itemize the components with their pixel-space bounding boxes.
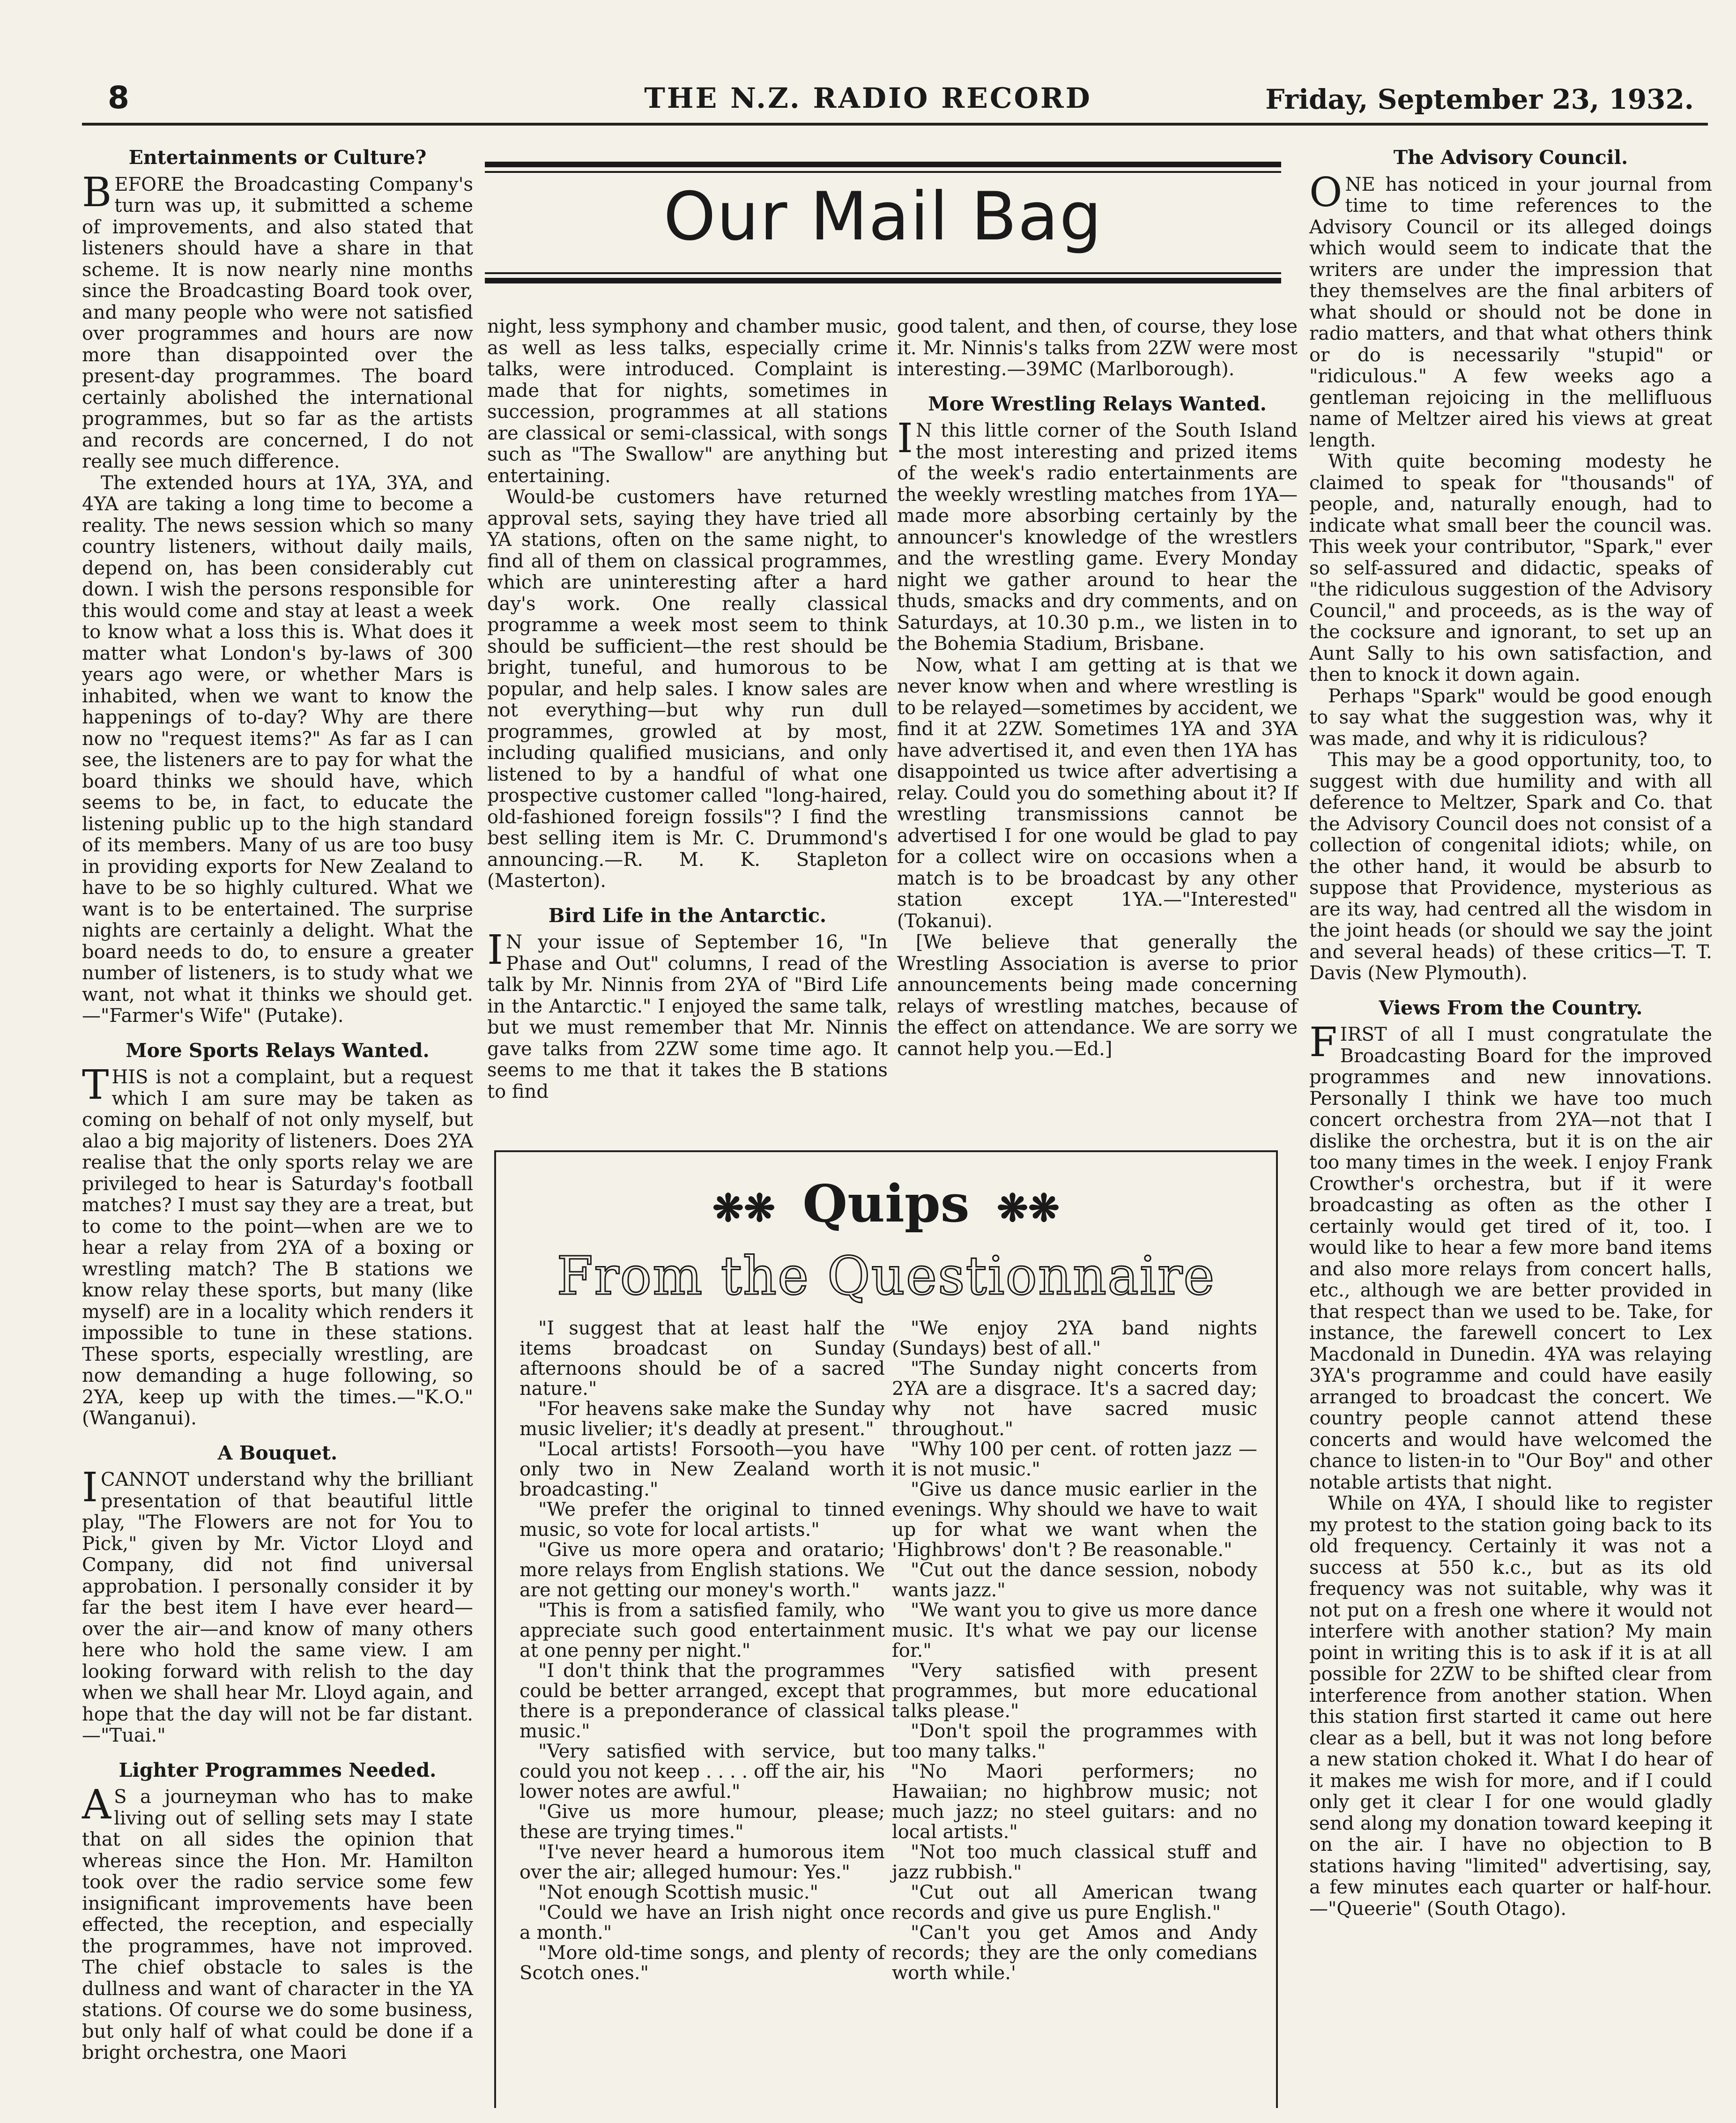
quip-item: "Give us more opera and oratario; more relays from English stations. We are not getting our money's worth." bbox=[519, 1539, 885, 1601]
letter-paragraph: The extended hours at 1YA, 3YA, and 4YA are taking a long time to become a reality. The news session which so many country listeners, without daily mails, depend on, has been considerably cut down. I wish the persons responsible for this would come and stay at least a week to know what a loss this is. What does it matter what London's by-laws of 300 years ago were, or whether Mars is inhabited, when we want to know the happenings of to-day? Why are there now no "request items?" As far as I can see, the listeners are to pay for what the board thinks we should have, which seems to be, in fact, to educate the listening public up to the high standard of its members. Many of us are too busy in providing exports for New Zealand to have to be so highly cultured. What we want is to be entertained. The surprise nights are certainly a delight. What the board needs to do, to ensure a greater number of listeners, is to study what we want, not what it thinks we should get.—"Farmer's Wife" (Putake). bbox=[82, 472, 473, 1027]
letter-paragraph: ONE has noticed in your journal from time to time references to the Advisory Council or its alleged doings which would seem to indicate that the writers are under the impression that they themselves are the final arbiters of what should or should not be done in radio matters, and that what others think or do is necessarily "stupid" or "ridiculous." A few weeks ago a gentleman rejoicing in the mellifluous name of Meltzer aired his views at great length. bbox=[1309, 169, 1712, 451]
page-header bbox=[0, 0, 1736, 127]
banner-rule bbox=[485, 278, 1281, 283]
letter-paragraph: AS a journeyman who has to make living out of selling sets may I state that on all sides the opinion that whereas since the Hon. Mr. Hamilton took over the radio service some few insignificant improvements have been effected, the reception, and especially the programmes, have not improved. The chief obstacle to sales is the dullness and want of character in the YA stations. Of course we do some business, but only half of what could be done if a bright orchestra, one Maori bbox=[82, 1781, 473, 2063]
letter-paragraph: night, less symphony and chamber music, as well as less talks, especially crime talks, were introduced. Complaint is made that for nights, sometimes in succession, programmes at all stations are classical or semi-classical, with songs such as "The Swallow" are anything but entertaining. bbox=[487, 316, 888, 487]
masthead-title: THE N.Z. RADIO RECORD bbox=[644, 82, 1092, 115]
quip-item: "We prefer the original to tinned music, so vote for local artists." bbox=[519, 1499, 885, 1541]
quip-item: "Can't you get Amos and Andy records; they are the only comedians worth while.' bbox=[892, 1922, 1257, 1984]
quip-item: "Cut out all American twang records and give us pure English." bbox=[892, 1882, 1257, 1923]
quips-title-text: Quips bbox=[802, 1173, 970, 1234]
column-4 bbox=[1309, 141, 1712, 1920]
letter-heading: A Bouquet. bbox=[217, 1441, 338, 1464]
quip-item: "I've never heard a humorous item over the air; alleged humour: Yes." bbox=[519, 1841, 885, 1883]
quip-item: "We enjoy 2YA band nights (Sundays) best of all." bbox=[892, 1318, 1257, 1359]
letter-heading: More Wrestling Relays Wanted. bbox=[928, 392, 1267, 415]
column-2 bbox=[487, 316, 888, 1102]
quip-item: "Could we have an Irish night once a month." bbox=[519, 1902, 885, 1944]
letter-paragraph: IN this little corner of the South Island the most interesting and prized items of the week's radio entertainments are the weekly wrestling matches from 1YA—made more absorbing certainly by the announcer's knowledge of the wrestlers and the wrestling game. Every Monday night we gather around to hear the thuds, smacks and dry comments, and on Saturdays, at 10.30 p.m., we listen in to the Bohemia Stadium, Brisbane. bbox=[897, 415, 1298, 655]
letter-heading: Entertainments or Culture? bbox=[128, 146, 427, 169]
quip-item: "Very satisfied with present programmes, but more educational talks please." bbox=[892, 1660, 1257, 1722]
banner-rule bbox=[485, 272, 1281, 274]
quips-title bbox=[496, 1173, 1276, 1234]
quip-item: "Give us more humour, please; these are trying times." bbox=[519, 1801, 885, 1843]
letter-paragraph: good talent, and then, of course, they lose it. Mr. Ninnis's talks from 2ZW were most interesting.—39MC (Marlborough). bbox=[897, 316, 1298, 380]
letter-heading: More Sports Relays Wanted. bbox=[126, 1039, 430, 1062]
quip-item: "More old-time songs, and plenty of Scotch ones." bbox=[519, 1942, 885, 1984]
letter-paragraph: This may be a good opportunity, too, to suggest with due humility and with all deference to Meltzer, Spark and Co. that the Advisory Council does not consist of a collection of congenital idiots; while, on the other hand, it would be absurb to suppose that Providence, mysterious as are its way, had centred all the wisdom in the joint heads (or should we say the joint and several heads) of these critics—T. T. Davis (New Plymouth). bbox=[1309, 749, 1712, 984]
ornament-icon: ❋❋ bbox=[997, 1186, 1060, 1230]
column-3 bbox=[897, 316, 1298, 1060]
letter-paragraph: Now, what I am getting at is that we never know when and where wrestling is to be relayed—sometimes by accident, we find it at 2ZW. Sometimes 1YA and 3YA have advertised it, and even then 1YA has disappointed us twice after advertising a relay. Could you do something about it? If wrestling transmissions cannot be advertised I for one would be glad to pay for a collect wire on occasions when a match is to be broadcast by any other station except 1YA.—"Interested" (Tokanui). bbox=[897, 654, 1298, 932]
quip-item: "I suggest that at least half the items broadcast on Sunday afternoons should be of a sacred nature." bbox=[519, 1318, 885, 1400]
banner-rule bbox=[485, 171, 1281, 173]
quip-item: "Very satisfied with service, but could you not keep . . . . off the air, his lower notes are awful." bbox=[519, 1741, 885, 1803]
letter-heading: The Advisory Council. bbox=[1393, 146, 1628, 169]
issue-date: Friday, September 23, 1932. bbox=[1265, 83, 1694, 115]
page-number: 8 bbox=[108, 80, 129, 116]
letter-heading: Bird Life in the Antarctic. bbox=[548, 904, 827, 927]
quip-item: "I don't think that the programmes could be better arranged, except that there is a preponderance of classical music." bbox=[519, 1660, 885, 1742]
ornament-icon: ❋❋ bbox=[712, 1186, 775, 1230]
section-title: Our Mail Bag bbox=[663, 178, 1103, 255]
editor-note: [We believe that generally the Wrestling Association is averse to prior announcements being made concerning relays of wrestling matches, because of the effect on attendance. We are sorry we cannot help you.—Ed.] bbox=[897, 931, 1298, 1060]
letter-paragraph: Perhaps "Spark" would be good enough to say what the suggestion was, why it was made, and why it is ridiculous? bbox=[1309, 685, 1712, 750]
letter-heading: Views From the Country. bbox=[1379, 996, 1643, 1019]
letter-paragraph: ICANNOT understand why the brilliant presentation of that beautiful little play, "The Flowers are not for You to Pick," given by Mr. Victor Lloyd and Company, did not find universal approbation. I personally consider it by far the best item I have ever heard—over the air—and know of many others here who hold the same view. I am looking forward with relish to the day when we shall hear Mr. Lloyd again, and hope that the day will not be far distant.—"Tuai." bbox=[82, 1464, 473, 1746]
quip-item: "Local artists! Forsooth—you have only two in New Zealand worth broadcasting." bbox=[519, 1438, 885, 1500]
quip-item: "Not too much classical stuff and jazz rubbish." bbox=[892, 1841, 1257, 1883]
quip-item: "For heavens sake make the Sunday music livelier; it's deadly at present." bbox=[519, 1398, 885, 1440]
quip-item: "Why 100 per cent. of rotten jazz —it is not music." bbox=[892, 1438, 1257, 1480]
quip-item: "Cut out the dance session, nobody wants jazz." bbox=[892, 1559, 1257, 1601]
quips-column-left bbox=[519, 1318, 885, 1983]
quip-item: "Not enough Scottish music." bbox=[538, 1882, 818, 1903]
quips-subtitle: From the Questionnaire bbox=[556, 1246, 1216, 1307]
quip-item: "This is from a satisfied family, who appreciate such good entertainment at one penny per night." bbox=[519, 1600, 885, 1661]
quip-item: "The Sunday night concerts from 2YA are a disgrace. It's a sacred day; why not have sacred music throughout." bbox=[892, 1358, 1257, 1440]
letter-paragraph: While on 4YA, I should like to register my protest to the station going back to its old frequency. Certainly it was not a success at 550 k.c., but as its old frequency was not suitable, why was it not put on a fresh one where it would not interfere with another station? My main point in writing this is to ask if it is at all possible for 2ZW to be shifted clear from interference from another station. When this station first started it came out here clear as a bell, but it was not long before a new station choked it. What I do hear of it makes me wish for more, and if I could only get it clear I for one would gladly send along my donation toward keeping it on the air. I have no objection to B stations having "limited" advertising, say, a few minutes each quarter or half-hour.—"Queerie" (South Otago). bbox=[1309, 1493, 1712, 1920]
letter-paragraph: BEFORE the Broadcasting Company's turn was up, it submitted a scheme of improvements, and also stated that listeners should have a share in that scheme. It is now nearly nine months since the Broadcasting Board took over, and many people who were not satisfied over programmes and hours are now more than disappointed over the present-day programmes. The board certainly abolished the international programmes, but so far as the artists and records are concerned, I do not really see much difference. bbox=[82, 169, 473, 472]
banner-rule bbox=[485, 162, 1281, 167]
letter-heading: Lighter Programmes Needed. bbox=[119, 1758, 437, 1781]
letter-paragraph: FIRST of all I must congratulate the Broadcasting Board for the improved programmes and new innovations. Personally I think we have too much concert orchestra from 2YA—not that I dislike the orchestra, but it is on the air too many times in the week. I enjoy Frank Crowther's orchestra, but if it were broadcasting as often as the other I certainly would get tired of it, too. I would like to hear a few more band items and also more relays from concert halls, etc., although we are better provided in that respect than we used to be. Take, for instance, the farewell concert to Lex Macdonald in Dunedin. 4YA was relaying 3YA's programme and could have easily arranged to broadcast the concert. We country people cannot attend these concerts and would have welcomed the chance to listen-in to "Our Boy" and other notable artists that night. bbox=[1309, 1019, 1712, 1493]
letter-paragraph: With quite becoming modesty he claimed to speak for "thousands" of people, and, naturally enough, had to indicate what small beer the council was. This week your contributor, "Spark," ever so self-assured and didactic, speaks of "the ridiculous suggestion of the Advisory Council," and proceeds, as is the way of the cocksure and ignorant, to set up an Aunt Sally to his own satisfaction, and then to knock it down again. bbox=[1309, 451, 1712, 685]
quip-item: "Don't spoil the programmes with too many talks." bbox=[892, 1721, 1257, 1762]
letter-paragraph: IN your issue of September 16, "In Phase and Out" columns, I read of the talk by Mr. Ninnis from 2YA of "Bird Life in the Antarctic." I enjoyed the same talk, but we must remember that Mr. Ninnis gave talks from 2ZW some time ago. It seems to me that it takes the B stations to find bbox=[487, 927, 888, 1102]
header-rule bbox=[82, 123, 1708, 126]
column-1 bbox=[82, 141, 473, 2064]
letter-paragraph: THIS is not a complaint, but a request which I am sure may be taken as coming on behalf of not only myself, but alao a big majority of listeners. Does 2YA realise that the only sports relay we are privileged to hear is Saturday's football matches? I must say they are a treat, but to come to the point—when are we to hear a relay from 2YA of a boxing or wrestling match? The B stations we know relay these sports, but many (like myself) are in a locality which renders it impossible to tune in these stations. These sports, especially wrestling, are now demanding a huge following, so 2YA, keep up with the times.—"K.O." (Wanganui). bbox=[82, 1062, 473, 1429]
quip-item: "Give us dance music earlier in the evenings. Why should we have to wait up for what we want when the 'Highbrows' don't ? Be reasonable." bbox=[892, 1479, 1257, 1561]
quip-item: "We want you to give us more dance music. It's what we pay our license for." bbox=[892, 1600, 1257, 1661]
letter-paragraph: Would-be customers have returned approval sets, saying they have tried all YA stations, often on the same night, to find all of them on classical programmes, which are uninteresting after a hard day's work. One really classical programme a week most seem to think should be sufficient—the rest should be bright, tuneful, and humorous to be popular, and help sales. I know sales are not everything—but why run dull programmes, growled at by most, including qualified musicians, and only listened to by a handful of what one prospective customer called "long-haired, old-fashioned foreign fossils"? I find the best selling item is Mr. C. Drummond's announcing.—R. M. K. Stapleton (Masterton). bbox=[487, 486, 888, 892]
quip-item: "No Maori performers; no Hawaiian; no highbrow music; not much jazz; no steel guitars: and no local artists." bbox=[892, 1761, 1257, 1843]
quips-box bbox=[494, 1150, 1278, 2108]
mail-bag-banner bbox=[485, 152, 1281, 293]
quips-column-right bbox=[892, 1318, 1257, 1983]
